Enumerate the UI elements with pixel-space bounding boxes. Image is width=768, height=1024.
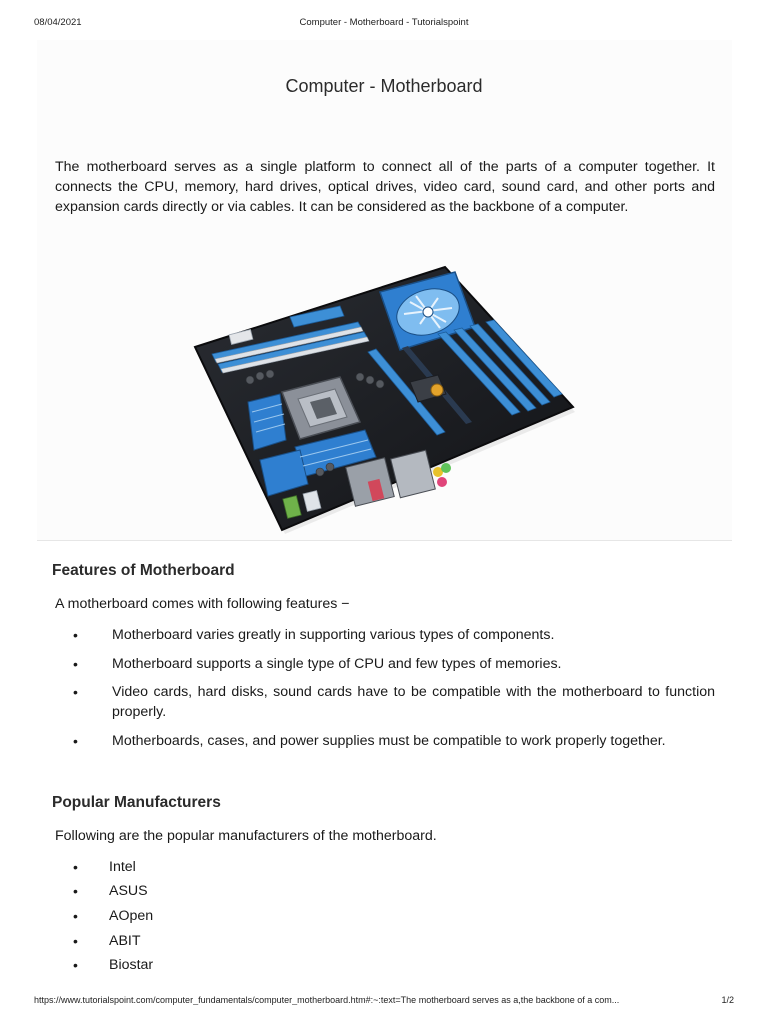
bullet-icon: • [73,933,78,949]
manufacturer-name: Intel [109,859,136,875]
intro-paragraph: The motherboard serves as a single platform to connect all of the parts of a computer together. It connects the CPU, memory, hard drives, optical drives, video card, sound card, and other ports and expansion cards directly or via cables. It can be considered as the backbone of a computer. [55,159,715,215]
list-item [55,931,717,951]
feature-text: Motherboard varies greatly in supporting various types of components. [112,627,555,643]
feature-text: Video cards, hard disks, sound cards have to be compatible with the motherboard to function properly. [112,684,715,720]
bullet-icon: • [73,627,78,643]
list-item [55,857,717,877]
bullet-icon: • [73,859,78,875]
print-url[interactable]: https://www.tutorialspoint.com/computer_fundamentals/computer_motherboard.htm#:~:text=The motherboard serves as a,the backbone of a com... [34,995,620,1005]
print-header [34,17,734,29]
features-lead: A motherboard comes with following features − [55,596,350,612]
page-title: Computer - Motherboard [285,76,483,96]
page-number: 1/2 [721,995,734,1005]
bullet-icon: • [73,684,78,700]
bullet-icon: • [73,733,78,749]
bullet-icon: • [73,908,78,924]
list-item [55,625,717,645]
manufacturer-name: ASUS [109,883,148,899]
feature-text: Motherboards, cases, and power supplies must be compatible to work properly together. [112,733,666,749]
list-item [55,654,717,674]
list-item [55,906,717,926]
manufacturer-name: Biostar [109,957,154,973]
manufacturer-name: ABIT [109,933,141,949]
list-item [55,682,717,722]
manufacturer-name: AOpen [109,908,154,924]
print-doc-title: Computer - Motherboard - Tutorialspoint [299,17,469,28]
bullet-icon: • [73,656,78,672]
list-item [55,731,717,771]
bullet-icon: • [73,883,78,899]
list-item [55,881,717,901]
manufacturers-lead: Following are the popular manufacturers of the motherboard. [55,828,437,844]
list-item [55,955,717,975]
feature-text: Motherboard supports a single type of CPU and few types of memories. [112,656,562,672]
motherboard-image [190,262,580,537]
features-heading: Features of Motherboard [52,562,235,579]
bullet-icon: • [73,957,78,973]
manufacturers-heading: Popular Manufacturers [52,794,221,811]
print-date: 08/04/2021 [34,17,82,28]
